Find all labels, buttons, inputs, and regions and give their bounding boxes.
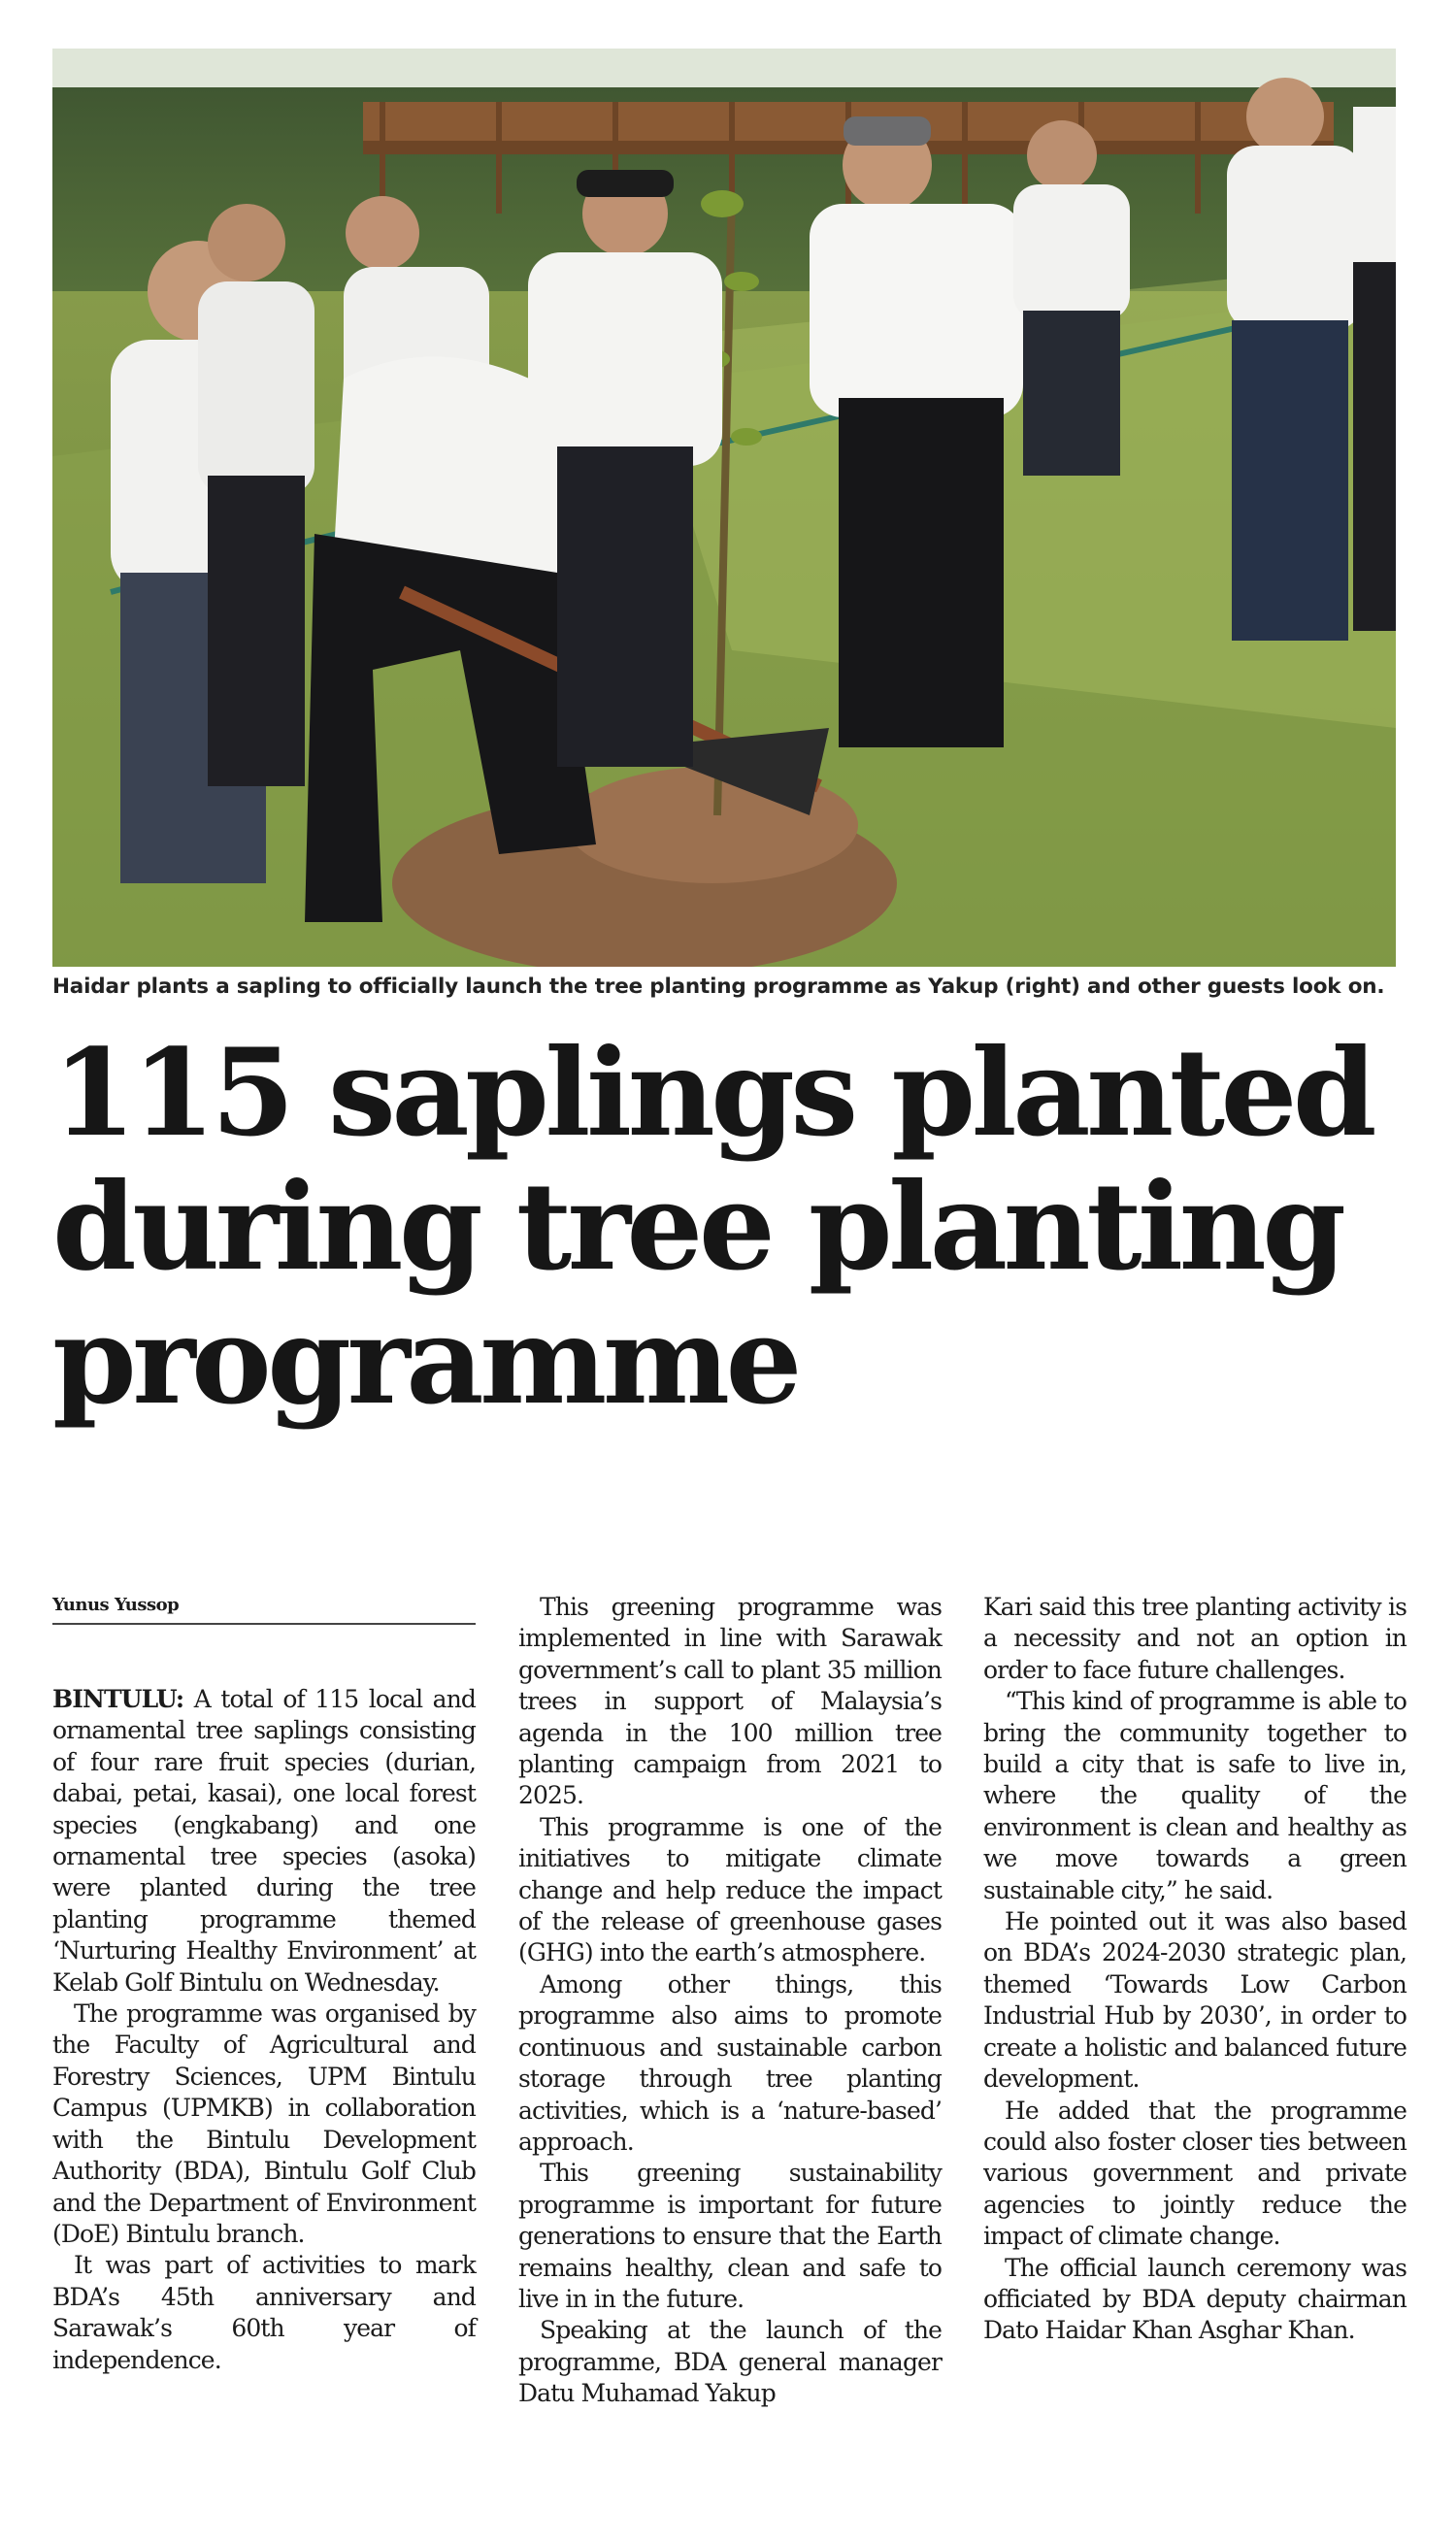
paragraph: This greening programme was implemented in line with Sarawak government’s call to plant 35 million trees in support of Malaysia’s agenda in the 100 million tree planting campaign from 2021 to 2025. xyxy=(518,1593,942,1810)
paragraph xyxy=(52,1684,476,1999)
paragraph: Kari said this tree planting activity is a necessity and not an option in order to face future challenges. xyxy=(983,1593,1406,1684)
photo-caption: Haidar plants a sapling to officially launch the tree planting programme as Yakup (right) and other guests look on. xyxy=(52,975,1385,999)
paragraph-text: A total of 115 local and ornamental tree saplings consisting of four rare fruit species (durian, dabai, petai, kasai), one local forest species (engkabang) and one ornamental tree species (asoka) were planted during the tree planting programme themed ‘Nurturing Healthy Environment’ at Kelab Golf Bintulu on Wednesday. xyxy=(52,1685,476,1997)
paragraph: He added that the programme could also foster closer ties between various government and private agencies to jointly reduce the impact of climate change. xyxy=(983,2096,1406,2251)
paragraph: “This kind of programme is able to bring the community together to build a city that is safe to live in, where the quality of the environment is clean and healthy as we move towards a green sustainable city,” he said. xyxy=(983,1687,1406,1904)
article-column-2 xyxy=(518,1592,942,2410)
headline-line-1: 115 saplings planted xyxy=(52,1023,1373,1164)
headline-line-2: during tree planting xyxy=(52,1157,1342,1298)
paragraph: Among other things, this programme also aims to promote continuous and sustainable carbon storage through tree planting activities, which is a ‘nature-based’ approach. xyxy=(518,1969,942,2156)
dateline: BINTULU: xyxy=(52,1685,184,1713)
paragraph: It was part of activities to mark BDA’s 45th anniversary and Sarawak’s 60th year of independence. xyxy=(52,2251,476,2374)
paragraph: The official launch ceremony was officiated by BDA deputy chairman Dato Haidar Khan Asghar Khan. xyxy=(983,2253,1406,2345)
paragraph: This greening sustainability programme is important for future generations to ensure that the Earth remains healthy, clean and safe to live in in the future. xyxy=(518,2159,942,2313)
article-column-3 xyxy=(983,1592,1406,2347)
tree-planting-photo xyxy=(52,49,1396,967)
paragraph: The programme was organised by the Faculty of Agricultural and Forestry Sciences, UPM Bintulu Campus (UPMKB) in collaboration with the Bintulu Development Authority (BDA), Bintulu Golf Club and the Department of Environment (DoE) Bintulu branch. xyxy=(52,1999,476,2248)
paragraph: This programme is one of the initiatives to mitigate climate change and help reduce the impact of the release of greenhouse gases (GHG) into the earth’s atmosphere. xyxy=(518,1812,942,1967)
headline-line-3: programme xyxy=(52,1291,798,1432)
paragraph: He pointed out it was also based on BDA’s 2024-2030 strategic plan, themed ‘Towards Low Carbon Industrial Hub by 2030’, in order to create a holistic and balanced future development. xyxy=(983,1907,1406,2094)
article-photo xyxy=(52,49,1396,967)
paragraph: Speaking at the launch of the programme, BDA general manager Datu Muhamad Yakup xyxy=(518,2316,942,2408)
byline: Yunus Yussop xyxy=(52,1595,476,1625)
article-column-1 xyxy=(52,1684,476,2376)
headline xyxy=(52,1023,1411,1432)
